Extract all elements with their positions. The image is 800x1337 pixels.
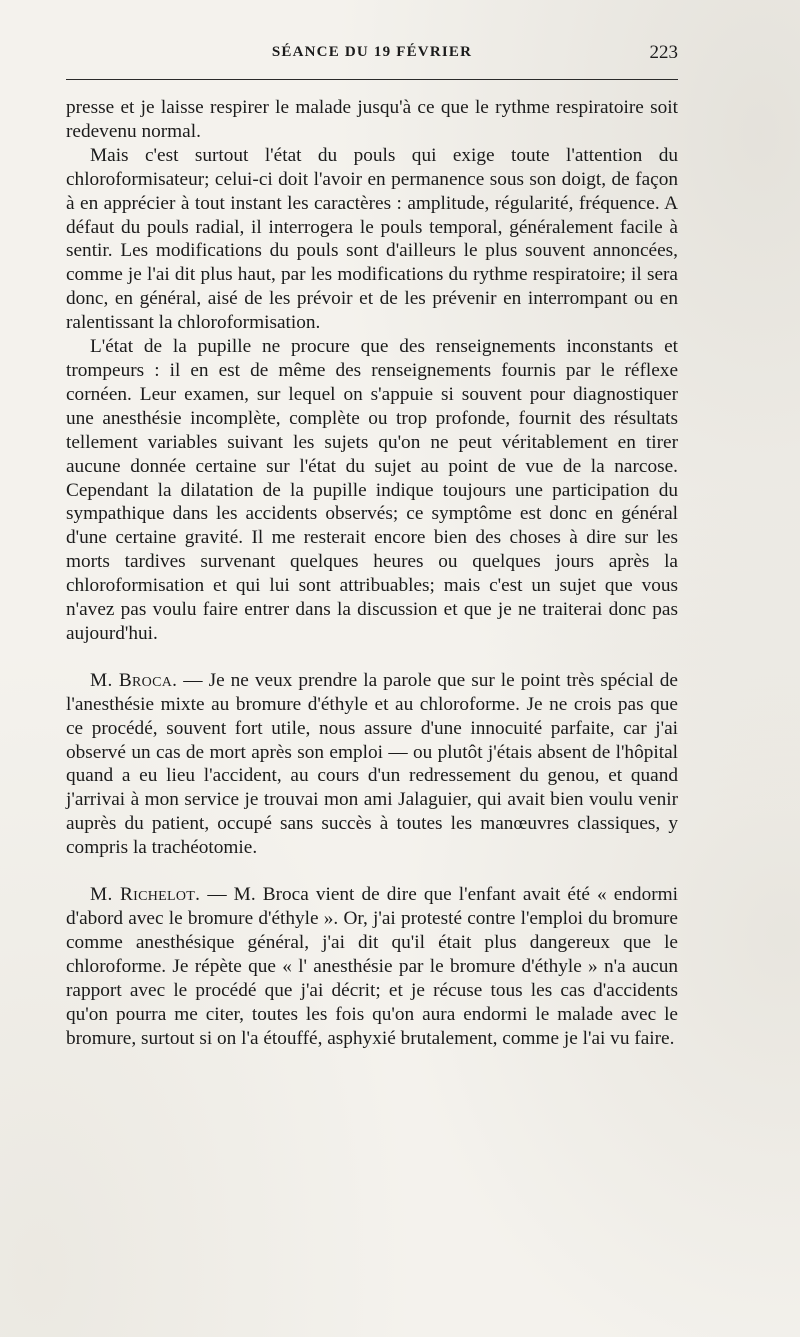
- paragraph-broca: [66, 669, 678, 860]
- speaker-name: M. Richelot.: [90, 884, 201, 906]
- running-title: SÉANCE DU 19 FÉVRIER: [271, 44, 473, 60]
- paragraph-continuation: [66, 96, 678, 144]
- paragraph-pulse: [66, 144, 678, 335]
- running-head: [66, 40, 678, 70]
- paragraph-text: presse et je laisse respirer le malade jusqu'à ce que le rythme respiratoire soit redevenu normal.: [66, 97, 678, 142]
- paragraph-text: L'état de la pupille ne procure que des renseignements inconstants et trompeurs : il en est de même des renseignements fournis par le réflexe cornéen. Leur examen, sur lequel on s'appuie si souvent pour diagnostiquer une anesthésie incomplète, complète ou trop profonde, fournit des résultats tellement variables suivant les sujets qu'on ne peut véritablement en tirer aucune donnée certaine sur l'état du sujet au point de vue de la narcose. Cependant la dilatation de la pupille indique toujours une participation du sympathique dans les accidents observés; ce symptôme est donc en général d'une certaine gravité. Il me resterait encore bien des choses à dire sur les morts tardives survenant quelques heures ou quelques jours après la chloroformisation et qui lui sont attribuables; mais c'est un sujet que vous n'avez pas voulu faire entrer dans la discussion et que je ne traiterai donc pas aujourd'hui.: [66, 336, 678, 644]
- body-text: [66, 96, 678, 1050]
- paragraph-text: — Je ne veux prendre la parole que sur le point très spécial de l'anesthésie mixte au bromure d'éthyle et au chloroforme. Je ne crois pas que ce procédé, souvent fort utile, nous assure d'une innocuité parfaite, car j'ai observé un cas de mort après son emploi — ou plutôt j'étais absent de l'hôpital quand a eu lieu l'accident, au cours d'un redressement du genou, et quand j'arrivai à mon service je trouvai mon ami Jalaguier, qui avait bien voulu venir auprès du patient, occupé sans succès à toutes les manœuvres classiques, y compris la trachéotomie.: [66, 669, 678, 859]
- paragraph-text: — M. Broca vient de dire que l'enfant avait été « endormi d'abord avec le bromure d'éthyle ». Or, j'ai protesté contre l'emploi du bromure comme anesthésique général, j'ai dit qu'il était plus dangereux que le chloroforme. Je répète que « l' anesthésie par le bromure d'éthyle » n'a aucun rapport avec le procédé que j'ai décrit; et je récuse tous les cas d'accidents qu'on pourra me citer, toutes les fois qu'on aura endormi le malade avec le bromure, surtout si on l'a étouffé, asphyxié brutalement, comme je l'ai vu faire.: [66, 884, 678, 1049]
- paragraph-text: Mais c'est surtout l'état du pouls qui exige toute l'attention du chloroformisateur; celui-ci doit l'avoir en permanence sous son doigt, de façon à en apprécier à tout instant les caractères : amplitude, régularité, fréquence. A défaut du pouls radial, il interrogera le pouls temporal, généralement facile à sentir. Les modifications du pouls sont d'ailleurs le plus souvent annoncées, comme je l'ai dit plus haut, par les modifications du rythme respiratoire; il sera donc, en général, aisé de les prévoir et de les prévenir en interrompant ou en ralentissant la chloroformisation.: [66, 144, 678, 334]
- paragraph-pupil: [66, 335, 678, 646]
- header-rule: [66, 79, 678, 80]
- paragraph-richelot: [66, 883, 678, 1050]
- speaker-name: M. Broca.: [90, 669, 178, 691]
- page-number: 223: [649, 42, 678, 63]
